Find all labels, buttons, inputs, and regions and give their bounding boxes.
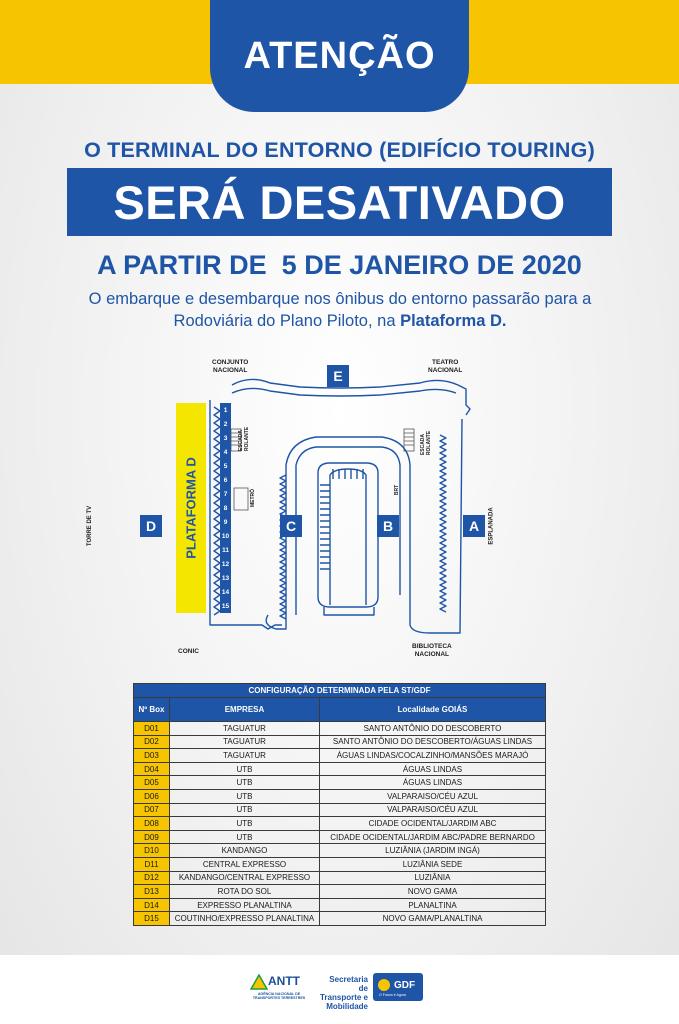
cell-box: D08 [134,817,170,831]
cell-empresa: UTB [170,830,320,844]
cell-box: D06 [134,789,170,803]
bay-number: 8 [223,504,228,512]
table-row [134,803,546,817]
plataforma-d-area [176,403,206,613]
cell-empresa: KANDANGO [170,844,320,858]
cell-empresa: UTB [170,789,320,803]
cell-box: D12 [134,871,170,885]
gdf-logo [373,973,423,1001]
gdf-subtitle: O Futuro é Agora [379,993,406,997]
description-bold: Plataforma D. [400,312,507,330]
bay-number: 12 [221,560,230,568]
table-row [134,830,546,844]
table-row [134,912,546,926]
cell-localidade: PLANALTINA [320,898,546,912]
cell-localidade: LUZIÂNIA [320,871,546,885]
bay-number: 9 [223,518,228,526]
cell-empresa: UTB [170,762,320,776]
bay-number: 14 [221,588,230,596]
antt-name: ANTT [268,974,300,988]
table-row [134,776,546,790]
cell-box: D13 [134,885,170,899]
table-row [134,789,546,803]
cell-localidade: NOVO GAMA [320,885,546,899]
cell-empresa: TAGUATUR [170,749,320,763]
description-text: O embarque e desembarque nos ônibus do entorno passarão para a Rodoviária do Plano Piloto, na [88,290,592,330]
label-metro: METRÔ [250,488,257,508]
bus-station-map [0,345,679,670]
headline-terminal: O TERMINAL DO ENTORNO (EDIFÍCIO TOURING) [84,138,595,162]
bay-number: 1 [223,406,228,414]
label-esplanada: ESPLANADA [488,507,495,545]
cell-empresa: COUTINHO/EXPRESSO PLANALTINA [170,912,320,926]
bay-number: 13 [221,574,230,582]
bay-number: 10 [221,532,230,540]
gdf-name: GDF [394,980,416,991]
label-brt: BRT [394,484,401,496]
gdf-sun-icon [377,978,391,992]
cell-localidade: ÁGUAS LINDAS [320,776,546,790]
cell-box: D09 [134,830,170,844]
plataforma-d-label: PLATAFORMA D [183,457,199,559]
label-teatro-nacional: TEATRO NACIONAL [428,359,463,374]
table-row [134,749,546,763]
table-title: CONFIGURAÇÃO DETERMINADA PELA ST/GDF [134,684,546,698]
cell-box: D03 [134,749,170,763]
bay-number: 11 [222,546,229,554]
platform-c-marker: C [280,515,302,537]
label-torre-de-tv: TORRE DE TV [87,505,94,547]
platform-config-table [133,683,546,926]
bay-strip [220,403,231,613]
bay-number: 5 [223,462,228,470]
label-escada-rolante-right: ESCADA ROLANTE [420,430,433,456]
cell-localidade: ÁGUAS LINDAS/COCALZINHO/MANSÕES MARAJÓ [320,749,546,763]
cell-localidade: LUZIÂNIA SEDE [320,857,546,871]
cell-empresa: EXPRESSO PLANALTINA [170,898,320,912]
table-row [134,898,546,912]
label-biblioteca-nacional: BIBLIOTECA NACIONAL [412,643,452,658]
cell-empresa: TAGUATUR [170,722,320,736]
table-row [134,817,546,831]
table-row [134,762,546,776]
cell-localidade: NOVO GAMA/PLANALTINA [320,912,546,926]
cell-localidade: LUZIÂNIA (JARDIM INGÁ) [320,844,546,858]
table-row [134,885,546,899]
label-conjunto-nacional: CONJUNTO NACIONAL [212,359,249,374]
description [60,288,620,332]
cell-localidade: CIDADE OCIDENTAL/JARDIM ABC/PADRE BERNARDO [320,830,546,844]
platform-e-marker: E [327,365,349,387]
cell-empresa: KANDANGO/CENTRAL EXPRESSO [170,871,320,885]
cell-localidade: SANTO ANTÔNIO DO DESCOBERTO [320,722,546,736]
bay-number: 7 [223,490,228,498]
cell-box: D14 [134,898,170,912]
cell-box: D11 [134,857,170,871]
antt-logo [248,972,308,1002]
cell-empresa: TAGUATUR [170,735,320,749]
top-wall [232,379,470,415]
table-row [134,844,546,858]
label-escada-rolante-left: ESCADA ROLANTE [238,426,251,452]
table-row [134,735,546,749]
table-row [134,722,546,736]
header-localidade: Localidade GOIÁS [320,698,546,722]
cell-box: D05 [134,776,170,790]
cell-box: D07 [134,803,170,817]
cell-empresa: CENTRAL EXPRESSO [170,857,320,871]
header-empresa: EMPRESA [170,698,320,722]
table-row [134,857,546,871]
map-outline [0,345,679,670]
cell-localidade: ÁGUAS LINDAS [320,762,546,776]
antt-subtitle: AGÊNCIA NACIONAL DE TRANSPORTES TERRESTRES [252,992,306,1001]
headline-date: A PARTIR DE 5 DE JANEIRO DE 2020 [97,250,582,280]
attention-tab: ATENÇÃO [210,0,469,112]
cell-box: D01 [134,722,170,736]
header-box: Nº Box [134,698,170,722]
platform-a-marker: A [463,515,485,537]
bay-number: 3 [223,434,228,442]
table-row [134,871,546,885]
bay-number: 6 [223,476,228,484]
cell-empresa: ROTA DO SOL [170,885,320,899]
platform-d-marker: D [140,515,162,537]
cell-box: D02 [134,735,170,749]
bay-number: 2 [223,420,228,428]
cell-localidade: VALPARAISO/CÉU AZUL [320,789,546,803]
antt-triangle-icon [250,974,268,990]
deactivated-banner: SERÁ DESATIVADO [67,168,612,236]
platform-b-marker: B [377,515,399,537]
cell-box: D04 [134,762,170,776]
label-conic: CONIC [178,648,199,655]
cell-empresa: UTB [170,776,320,790]
bay-number: 15 [221,602,230,610]
cell-localidade: CIDADE OCIDENTAL/JARDIM ABC [320,817,546,831]
cell-empresa: UTB [170,803,320,817]
cell-empresa: UTB [170,817,320,831]
cell-box: D10 [134,844,170,858]
cell-box: D15 [134,912,170,926]
bay-number: 4 [223,448,228,456]
secretaria-logo: Secretaria de Transporte e Mobilidade [319,975,368,1011]
cell-localidade: VALPARAISO/CÉU AZUL [320,803,546,817]
cell-localidade: SANTO ANTÔNIO DO DESCOBERTO/ÁGUAS LINDAS [320,735,546,749]
